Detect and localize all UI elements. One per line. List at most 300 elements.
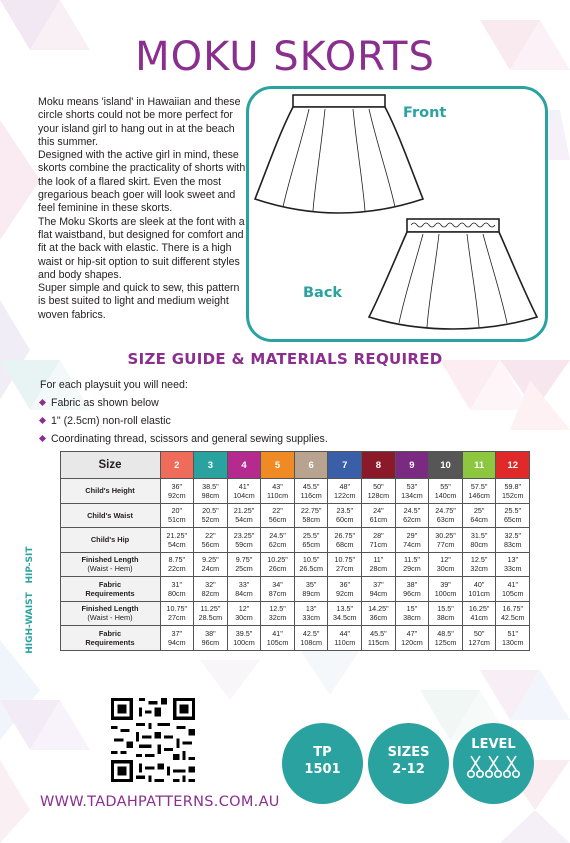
hip-sit-band-label: HIP-SIT [25,546,35,584]
metric-value: 60cm [335,515,354,525]
measurement-cell [194,528,228,553]
measurement-cell [462,503,496,528]
measurement-cell [227,528,261,553]
metric-value: 56cm [268,515,287,525]
measurement-cell [227,503,261,528]
imperial-value: 55" [440,481,451,491]
table-corner [42,452,60,479]
imperial-value: 21.25" [233,506,255,516]
metric-value: 108cm [300,637,322,647]
measurement-cell [395,577,429,602]
imperial-value: 24.5" [269,530,286,540]
badge-line: 1501 [304,762,341,777]
measurement-cell [261,479,295,504]
imperial-value: 8.75" [168,555,186,565]
description-paragraph: The Moku Skorts are sleek at the font with a flat waistband, but designed for comfort and fit at the back with elastic. There is a high waist or hip-sit option to suit different styles and body shapes. [38,215,245,281]
measurement-cell [261,503,295,528]
measurement-cell [328,577,362,602]
back-view-label: Back [303,285,343,301]
imperial-value: 44" [339,628,351,638]
metric-value: 87cm [268,588,287,598]
metric-value: 62cm [403,515,421,525]
metric-value: 110cm [334,637,356,647]
imperial-value: 23.25" [233,530,255,540]
materials-item [40,430,328,448]
measurement-cell [227,626,261,651]
imperial-value: 31.5" [470,530,488,540]
imperial-value: 39.5" [235,628,253,638]
imperial-value: 10.75" [334,555,356,565]
measurement-cell [261,626,295,651]
imperial-value: 33" [238,579,250,589]
imperial-value: 39" [440,579,451,589]
measurement-cell [294,626,328,651]
metric-value: 110cm [267,490,289,500]
measurement-cell [496,577,530,602]
imperial-value: 31" [171,579,183,589]
size-header-row [42,452,530,479]
metric-value: 104cm [233,490,255,500]
metric-value: 74cm [403,539,421,549]
measurement-cell [194,479,228,504]
metric-value: 152cm [501,490,524,500]
size-number: 12 [507,459,519,471]
measurement-cell [194,577,228,602]
table-row [42,577,530,602]
imperial-value: 9.75" [235,555,253,565]
measurement-cell [496,601,530,626]
bullet-diamond-icon [39,399,46,406]
imperial-value: 40" [473,579,485,589]
row-label-subtext: (Waist - Hem) [87,564,133,574]
measurement-cell [496,552,530,577]
metric-value: 51cm [168,515,186,525]
metric-value: 80cm [168,588,186,598]
imperial-value: 23.5" [336,506,354,516]
size-header-cell [496,452,530,479]
metric-value: 26cm [268,564,287,574]
measurement-cell [328,479,362,504]
metric-value: 29cm [403,564,421,574]
row-label-subtext: Requirements [85,588,135,598]
measurement-cell [227,479,261,504]
imperial-value: 13" [305,604,317,614]
imperial-value: 12" [440,555,451,565]
metric-value: 63cm [436,515,455,525]
metric-value: 42.5cm [500,613,525,623]
imperial-value: 41" [507,579,518,589]
imperial-value: 53" [406,481,418,491]
size-number: 11 [474,459,485,471]
imperial-value: 37" [171,628,183,638]
measurement-cell [462,601,496,626]
metric-value: 34.5cm [332,613,357,623]
badge-line: 2-12 [392,762,425,777]
metric-value: 30cm [235,613,253,623]
row-label [60,503,160,528]
row-label-subtext: (Waist - Hem) [87,613,133,623]
size-header-cell [395,452,429,479]
imperial-value: 29" [406,530,418,540]
band-cell [42,528,60,553]
metric-value: 52cm [201,515,220,525]
badge-line: TP [313,745,332,760]
metric-value: 115cm [367,637,389,647]
measurement-cell [429,479,463,504]
band-cell [42,601,60,626]
measurement-cell [160,601,194,626]
imperial-value: 25.5" [302,530,320,540]
measurement-cell [362,479,396,504]
imperial-value: 47" [406,628,418,638]
measurement-cell [194,626,228,651]
imperial-value: 34" [272,579,283,589]
metric-value: 68cm [335,539,354,549]
size-header-cell [194,452,228,479]
measurement-cell [496,479,530,504]
page-title: MOKU SKORTS [135,34,435,80]
metric-value: 27cm [335,564,354,574]
measurement-cell [362,528,396,553]
imperial-value: 12.5" [269,604,286,614]
table-row [42,528,530,553]
band-cell [42,626,60,651]
bullet-diamond-icon [39,435,46,442]
imperial-value: 36" [339,579,351,589]
imperial-value: 22" [272,506,283,516]
imperial-value: 38" [205,628,216,638]
imperial-value: 45.5" [370,628,387,638]
measurement-cell [395,552,429,577]
measurement-cell [294,528,328,553]
imperial-value: 12" [238,604,250,614]
imperial-value: 37" [373,579,384,589]
imperial-value: 32" [205,579,216,589]
measurement-cell [429,503,463,528]
metric-value: 32cm [268,613,287,623]
size-number: 7 [342,459,348,471]
row-label-text: Fabric [98,579,122,589]
measurement-cell [328,601,362,626]
sizes-badge [368,723,449,804]
size-guide-heading: SIZE GUIDE & MATERIALS REQUIRED [127,350,443,368]
imperial-value: 15" [406,604,418,614]
measurement-cell [429,577,463,602]
metric-value: 58cm [302,515,320,525]
skill-level-badge [453,723,534,804]
metric-value: 125cm [434,637,457,647]
pattern-description [38,96,246,322]
imperial-value: 12.5" [470,555,488,565]
measurement-cell [328,503,362,528]
row-label [60,626,160,651]
imperial-value: 45.5" [302,481,320,491]
size-header-cell [160,452,194,479]
measurement-cell [462,528,496,553]
table-row [42,479,530,504]
metric-value: 120cm [401,637,423,647]
imperial-value: 59.8" [504,481,521,491]
imperial-value: 11.25" [200,604,221,614]
metric-value: 41cm [470,613,488,623]
imperial-value: 38" [406,579,418,589]
size-header-cell [261,452,295,479]
metric-value: 28cm [369,564,388,574]
measurement-cell [194,503,228,528]
table-row [42,552,530,577]
imperial-value: 22.75" [300,506,322,516]
front-view-label: Front [403,105,447,121]
measurement-cell [194,552,228,577]
row-label [60,601,160,626]
measurement-cell [429,626,463,651]
skort-front-drawing [249,89,545,339]
measurement-cell [194,601,228,626]
garment-illustration-panel [246,86,548,342]
imperial-value: 36" [171,481,183,491]
row-label-subtext: Requirements [85,637,135,647]
metric-value: 105cm [501,588,524,598]
size-number: 8 [375,459,381,471]
imperial-value: 14.25" [368,604,389,614]
measurement-cell [261,552,295,577]
measurement-cell [362,626,396,651]
measurement-cell [261,577,295,602]
metric-value: 101cm [468,588,490,598]
imperial-value: 21.25" [166,530,188,540]
measurement-cell [261,601,295,626]
metric-value: 96cm [201,637,220,647]
measurement-cell [160,626,194,651]
metric-value: 33cm [302,613,320,623]
metric-value: 54cm [168,539,186,549]
measurement-cell [227,601,261,626]
imperial-value: 13" [507,555,518,565]
measurement-cell [496,626,530,651]
measurement-cell [227,577,261,602]
measurement-cell [362,577,396,602]
row-label [60,577,160,602]
metric-value: 100cm [434,588,457,598]
metric-value: 33cm [503,564,522,574]
metric-value: 24cm [201,564,220,574]
measurement-cell [395,626,429,651]
imperial-value: 25" [473,506,485,516]
size-header-cell [294,452,328,479]
imperial-value: 16.25" [468,604,490,614]
imperial-value: 11" [373,555,384,565]
row-label-text: Child's Hip [90,535,130,545]
measurement-cell [395,503,429,528]
row-label [60,528,160,553]
website-link[interactable]: WWW.TADAHPATTERNS.COM.AU [40,794,280,810]
materials-item [40,394,328,412]
measurement-cell [227,552,261,577]
materials-item-text: Fabric as shown below [51,397,159,409]
measurement-cell [395,601,429,626]
pattern-code-badge [282,723,363,804]
metric-value: 36cm [369,613,388,623]
materials-list [40,376,328,448]
metric-value: 59cm [235,539,253,549]
imperial-value: 9.25" [202,555,219,565]
measurement-cell [294,601,328,626]
measurement-cell [160,528,194,553]
size-header-cell [227,452,261,479]
imperial-value: 26.75" [334,530,356,540]
metric-value: 134cm [401,490,423,500]
measurement-cell [462,479,496,504]
metric-value: 62cm [268,539,287,549]
size-number: 5 [274,459,281,471]
size-chart-table [42,451,530,651]
metric-value: 83cm [503,539,522,549]
metric-value: 98cm [201,490,220,500]
measurement-cell [395,479,429,504]
description-paragraph: Designed with the active girl in mind, these skorts combine the practicality of shorts with the look of a flared skirt. Even the most gregarious beach goer will look sweet and feel feminine in these skorts. [38,149,246,215]
metric-value: 32cm [470,564,488,574]
size-number: 9 [409,459,415,471]
scissors-level-icon [466,754,522,780]
imperial-value: 43" [272,481,283,491]
measurement-cell [328,626,362,651]
metric-value: 127cm [468,637,490,647]
size-header-cell [462,452,496,479]
metric-value: 84cm [235,588,253,598]
measurement-cell [261,528,295,553]
imperial-value: 20" [171,506,183,516]
badge-line: LEVEL [471,737,516,752]
metric-value: 116cm [300,490,322,500]
table-row [42,626,530,651]
size-column-header: Size [60,452,160,479]
metric-value: 26.5cm [299,564,323,574]
imperial-value: 16.75" [502,604,523,614]
metric-value: 92cm [168,490,186,500]
materials-item-text: 1" (2.5cm) non-roll elastic [51,415,171,427]
measurement-cell [328,528,362,553]
band-cell [42,552,60,577]
metric-value: 38cm [403,613,421,623]
imperial-value: 20.5" [202,506,219,516]
imperial-value: 38.5" [202,481,219,491]
metric-value: 56cm [201,539,220,549]
row-label-text: Child's Waist [87,510,133,520]
measurement-cell [429,528,463,553]
band-cell [42,577,60,602]
size-number: 2 [174,459,180,471]
measurement-cell [496,503,530,528]
high-waist-band-label: HIGH-WAIST [25,592,35,654]
size-number: 10 [440,459,451,471]
materials-intro: For each playsuit you will need: [40,379,188,391]
imperial-value: 32.5" [504,530,521,540]
row-label [60,479,160,504]
row-label-text: Finished Length [81,555,139,565]
metric-value: 30cm [436,564,455,574]
measurement-cell [362,601,396,626]
metric-value: 25cm [235,564,253,574]
row-label-text: Child's Height [85,486,135,496]
measurement-cell [294,503,328,528]
imperial-value: 42.5" [302,628,320,638]
measurement-cell [462,626,496,651]
materials-item [40,412,328,430]
bullet-diamond-icon [39,417,46,424]
imperial-value: 48" [339,481,351,491]
metric-value: 140cm [434,490,457,500]
imperial-value: 24.5" [403,506,421,516]
metric-value: 122cm [333,490,356,500]
size-number: 3 [207,459,214,471]
imperial-value: 57.5" [470,481,488,491]
measurement-cell [462,577,496,602]
size-number: 6 [308,459,314,471]
metric-value: 105cm [266,637,289,647]
imperial-value: 10.5" [302,555,320,565]
imperial-value: 22" [205,530,216,540]
qr-code[interactable] [108,695,198,785]
metric-value: 94cm [369,588,388,598]
metric-value: 27cm [168,613,186,623]
imperial-value: 10.75" [166,604,188,614]
imperial-value: 25.5" [504,506,521,516]
measurement-cell [294,552,328,577]
metric-value: 96cm [403,588,421,598]
measurement-cell [160,577,194,602]
imperial-value: 51" [507,628,518,638]
size-header-cell [429,452,463,479]
row-label-text: Finished Length [81,604,139,614]
metric-value: 65cm [503,515,522,525]
measurement-cell [160,503,194,528]
imperial-value: 11.5" [403,555,420,565]
row-label [60,552,160,577]
metric-value: 64cm [470,515,488,525]
measurement-cell [429,601,463,626]
table-row [42,601,530,626]
metric-value: 61cm [369,515,388,525]
measurement-cell [429,552,463,577]
size-header-cell [328,452,362,479]
metric-value: 77cm [436,539,455,549]
imperial-value: 50" [373,481,384,491]
imperial-value: 30.25" [435,530,456,540]
metric-value: 71cm [369,539,388,549]
metric-value: 146cm [468,490,490,500]
description-paragraph: Moku means 'island' in Hawaiian and these circle shorts could not be more perfect for your island girl to hang out in at the beach this summer. [38,96,241,148]
metric-value: 22cm [168,564,186,574]
metric-value: 89cm [302,588,320,598]
size-number: 4 [241,459,247,471]
metric-value: 54cm [235,515,253,525]
imperial-value: 13.5" [336,604,354,614]
table-row [42,503,530,528]
metric-value: 94cm [168,637,186,647]
description-paragraph: Super simple and quick to sew, this pattern is best suited to light and medium weight woven fabrics. [38,282,240,321]
imperial-value: 41" [238,481,250,491]
measurement-cell [395,528,429,553]
row-label-text: Fabric [98,628,122,638]
imperial-value: 24.75" [435,506,456,516]
measurement-cell [362,503,396,528]
measurement-cell [294,577,328,602]
imperial-value: 15.5" [437,604,454,614]
measurement-cell [496,528,530,553]
metric-value: 80cm [470,539,488,549]
imperial-value: 35" [305,579,317,589]
imperial-value: 28" [373,530,384,540]
